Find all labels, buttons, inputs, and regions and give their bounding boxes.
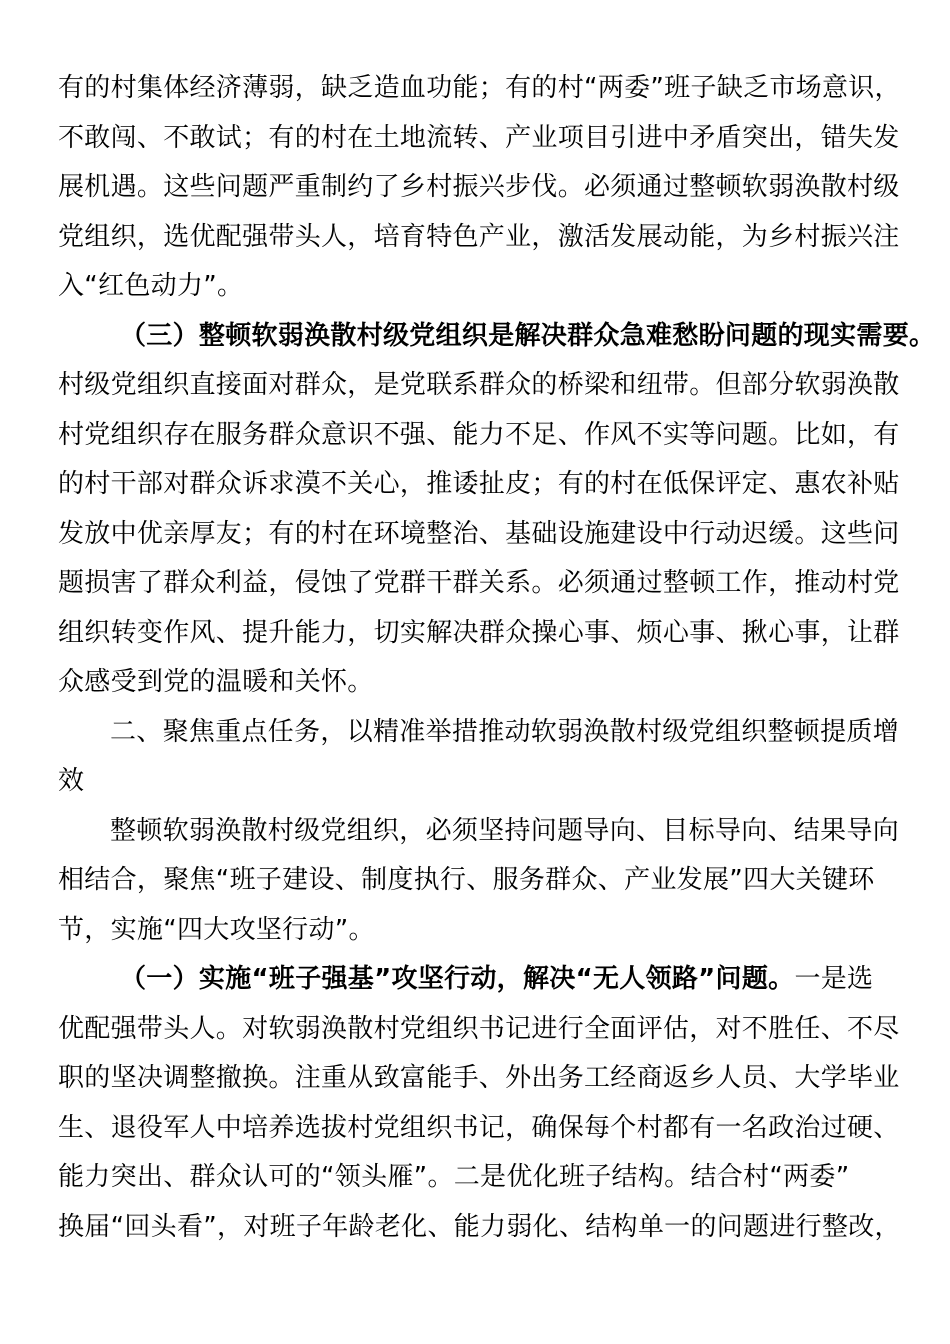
text-line: 换届“回头看”，对班子年龄老化、能力弱化、结构单一的问题进行整改， (58, 1211, 901, 1242)
paragraph-village-economy (58, 64, 901, 312)
text-line: 能力突出、群众认可的“领头雁”。二是优化班子结构。结合村“两委” (58, 1162, 850, 1192)
text-line: 有的村集体经济薄弱，缺乏造血功能；有的村“两委”班子缺乏市场意识， (58, 73, 901, 103)
text-line: 题损害了群众利益，侵蚀了党群干群关系。必须通过整顿工作，推动村党 (58, 568, 900, 598)
text-line: 众感受到党的温暖和关怀。 (58, 667, 374, 697)
section-heading-line (58, 955, 894, 1005)
text-line: 组织转变作风、提升能力，切实解决群众操心事、烦心事、揪心事，让群 (58, 617, 900, 648)
text-line: 的村干部对群众诉求漠不关心，推诿扯皮；有的村在低保评定、惠农补贴 (58, 469, 900, 499)
text-line: 展机遇。这些问题严重制约了乡村振兴步伐。必须通过整顿软弱涣散村级 (58, 172, 900, 202)
text-line: 优配强带头人。对软弱涣散村党组织书记进行全面评估，对不胜任、不尽 (58, 1013, 900, 1044)
text-line: 整顿软弱涣散村级党组织，必须坚持问题导向、目标导向、结果导向 (110, 815, 900, 846)
text-line: 生、退役军人中培养选拔村党组织书记，确保每个村都有一名政治过硬、 (58, 1112, 900, 1143)
paragraph-section-one (58, 955, 901, 1252)
paragraph-section-three (58, 312, 936, 708)
text-line: 村党组织存在服务群众意识不强、能力不足、作风不实等问题。比如，有 (58, 419, 900, 450)
text-line: 村级党组织直接面对群众，是党联系群众的桥梁和纽带。但部分软弱涣散 (58, 370, 900, 400)
text-line: 入“红色动力”。 (58, 271, 244, 301)
text-line: 不敢闯、不敢试；有的村在土地流转、产业项目引进中矛盾突出，错失发 (58, 122, 900, 153)
chapter-title-continuation: 效 (58, 766, 85, 796)
text-line: 党组织，选优配强带头人，培育特色产业，激活发展动能，为乡村振兴注 (58, 221, 900, 252)
text-line: 节，实施“四大攻坚行动”。 (58, 914, 375, 945)
paragraph-overview (58, 807, 900, 956)
document-page (58, 64, 936, 1252)
section-heading-tail: 一是选 (794, 964, 874, 994)
section-heading: （三）整顿软弱涣散村级党组织是解决群众急难愁盼问题的现实需要。 (120, 320, 936, 351)
chapter-heading-two (58, 708, 900, 807)
section-heading: （一）实施“班子强基”攻坚行动，解决“无人领路”问题。 (120, 964, 795, 994)
text-line: 相结合，聚焦“班子建设、制度执行、服务群众、产业发展”四大关键环 (58, 865, 875, 895)
text-line: 职的坚决调整撤换。注重从致富能手、外出务工经商返乡人员、大学毕业 (58, 1063, 900, 1093)
text-line: 发放中优亲厚友；有的村在环境整治、基础设施建设中行动迟缓。这些问 (58, 518, 900, 549)
chapter-title: 二、聚焦重点任务，以精准举措推动软弱涣散村级党组织整顿提质增 (110, 716, 900, 747)
